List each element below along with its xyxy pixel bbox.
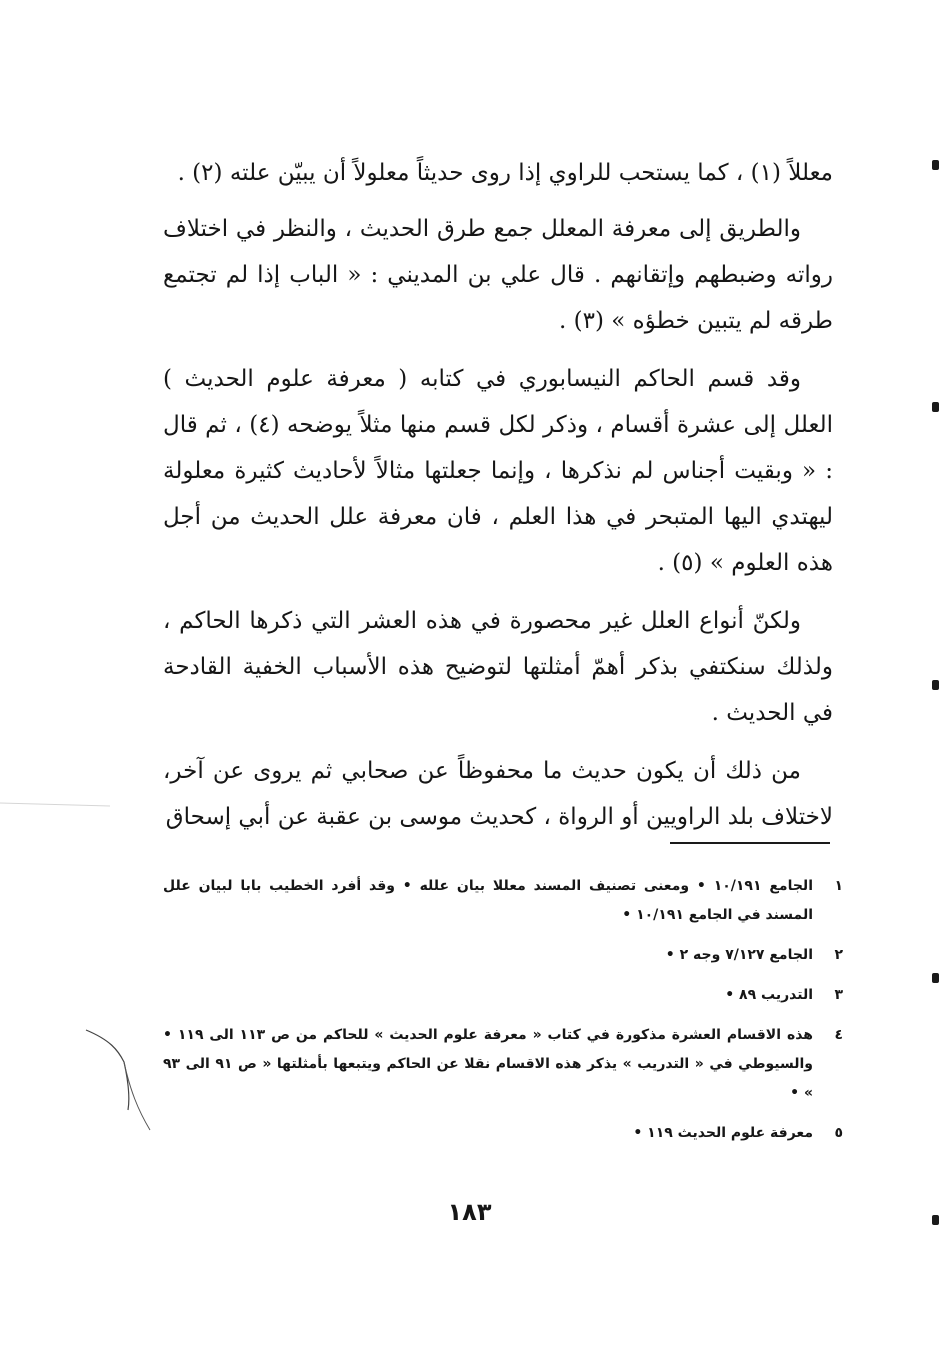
- footnote-text: معرفة علوم الحديث ١١٩ •: [633, 1125, 813, 1141]
- paragraph-4: ولكنّ أنواع العلل غير محصورة في هذه العشر التي ذكرها الحاكم ، ولذلك سنكتفي بذكر أهمّ أمثلتها لتوضيح هذه الأسباب الخفية القادحة في الحديث .: [163, 608, 833, 726]
- paragraph-3: وقد قسم الحاكم النيسابوري في كتابه ( معرفة علوم الحديث ) العلل إلى عشرة أقسام ، وذكر لكل قسم منها مثلاً يوضحه (٤) ، ثم قال : « وبقيت أجناس لم نذكرها ، وإنما جعلتها مثالاً لأحاديث كثيرة معلولة ليهتدي اليها المتبحر في هذا العلم ، فان معرفة علل الحديث من أجل هذه العلوم » (٥) .: [163, 366, 833, 576]
- page-number: ١٨٣: [447, 1198, 492, 1226]
- footnote-text: هذه الاقسام العشرة مذكورة في كتاب « معرفة علوم الحديث » للحاكم من ص ١١٣ الى ١١٩ • والسيوطي في « التدريب » يذكر هذه الاقسام نقلا عن الحاكم ويتبعها بأمثلتها « ص ٩١ الى ٩٣ » •: [163, 1027, 814, 1101]
- paragraph-5: من ذلك أن يكون حديث ما محفوظاً عن صحابي ثم يروى عن آخر، لاختلاف بلد الراويين أو الرواة ، كحديث موسى بن عقبة عن أبي إسحاق: [163, 758, 833, 830]
- footnote-number: ١: [834, 878, 843, 894]
- footnote-text: الجامع ١٠/١٩١ • ومعنى تصنيف المسند معللا بيان علله • وقد أفرد الخطيب بابا لبيان علل المسند في الجامع ١٠/١٩١ •: [163, 878, 813, 923]
- paragraph-2: والطريق إلى معرفة المعلل جمع طرق الحديث ، والنظر في اختلاف رواته وضبطهم وإتقانهم . قال علي بن المديني : « الباب إذا لم تجتمع طرقه لم يتبين خطؤه » (٣) .: [163, 216, 833, 334]
- footnote-text: التدريب ٨٩ •: [725, 987, 813, 1003]
- footnote-number: ٣: [834, 987, 843, 1003]
- footnote-number: ٤: [834, 1027, 843, 1043]
- footnote-number: ٥: [834, 1125, 843, 1141]
- paragraph-1: معللاً (١) ، كما يستحب للراوي إذا روى حديثاً معلولاً أن يبيّن علته (٢) .: [177, 160, 833, 186]
- footnote-number: ٢: [834, 947, 843, 963]
- footnote-text: الجامع ٧/١٢٧ وجه ٢ •: [665, 947, 813, 963]
